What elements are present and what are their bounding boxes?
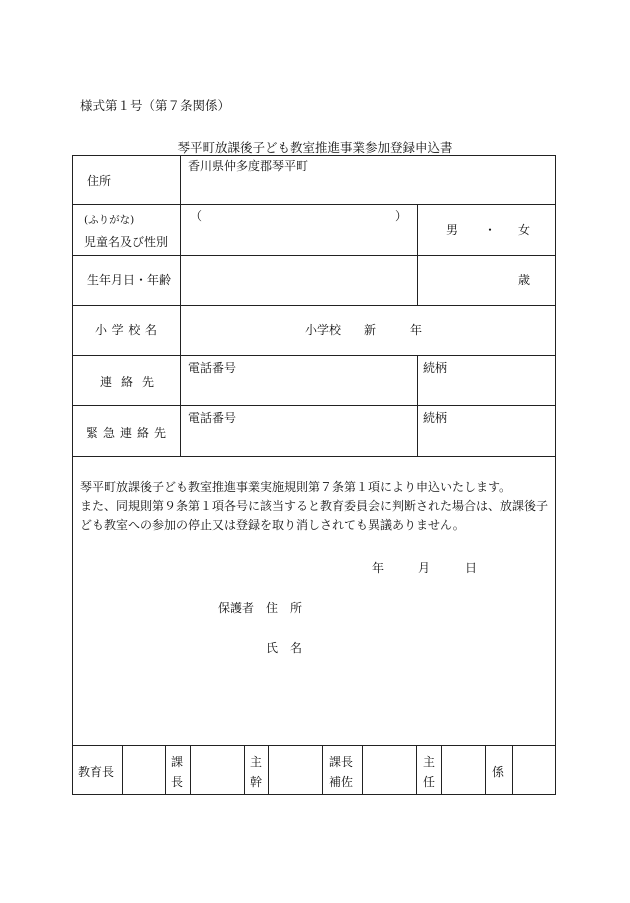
form-frame — [72, 155, 556, 795]
birth-input[interactable] — [186, 260, 411, 300]
new-grade-label: 新 — [364, 323, 377, 337]
approval-divider — [485, 745, 486, 795]
emergency-phone-label: 電話番号 — [188, 411, 237, 425]
approval-shukan-line1: 主 — [250, 755, 263, 769]
contact-label: 連 絡 先 — [100, 375, 154, 389]
birth-label: 生年月日・年齢 — [87, 273, 172, 287]
guardian-label: 保護者 — [218, 601, 255, 615]
declaration-text — [80, 478, 550, 535]
date-day-label: 日 — [465, 561, 478, 575]
date-month-label: 月 — [418, 561, 431, 575]
approval-divider — [268, 745, 269, 795]
approval-kakari: 係 — [492, 765, 505, 779]
emergency-label: 緊 急 連 絡 先 — [86, 426, 166, 440]
approval-kyouikucho: 教育長 — [78, 765, 115, 779]
approval-divider — [362, 745, 363, 795]
approval-kacho-line1: 課 — [171, 755, 184, 769]
approval-divider — [322, 745, 323, 795]
guardian-address-label: 住 所 — [266, 601, 302, 615]
row-divider — [72, 405, 556, 406]
grade-unit: 年 — [410, 323, 423, 337]
approval-divider — [122, 745, 123, 795]
guardian-name-label: 氏 名 — [266, 641, 302, 655]
label-column-divider — [180, 155, 181, 456]
approval-shunin-line2: 任 — [423, 775, 436, 789]
school-label: 小 学 校 名 — [95, 323, 157, 337]
row-divider — [72, 355, 556, 356]
row-divider — [72, 745, 556, 746]
approval-shunin-line1: 主 — [423, 755, 436, 769]
approval-kacho-line2: 長 — [171, 775, 184, 789]
furigana-label: (ふりがな) — [84, 214, 135, 226]
form-number: 様式第１号（第７条関係） — [80, 98, 231, 113]
gender-female[interactable]: 女 — [518, 223, 531, 237]
contact-phone-label: 電話番号 — [188, 361, 237, 375]
approval-divider — [416, 745, 417, 795]
date-year-label: 年 — [372, 561, 385, 575]
row-divider — [72, 204, 556, 205]
child-name-input[interactable] — [188, 228, 413, 250]
address-value[interactable]: 香川県仲多度郡琴平町 — [188, 159, 309, 173]
relation-column-divider — [417, 355, 418, 456]
emergency-relation-label: 続柄 — [423, 411, 448, 425]
child-name-label: 児童名及び性別 — [84, 235, 169, 249]
address-label: 住所 — [87, 174, 112, 188]
furigana-input[interactable] — [196, 210, 392, 224]
approval-divider — [441, 745, 442, 795]
row-divider — [72, 255, 556, 256]
age-unit: 歳 — [518, 273, 531, 287]
gender-column-divider — [417, 204, 418, 305]
approval-divider — [512, 745, 513, 795]
declaration-line-1: 琴平町放課後子ども教室推進事業実施規則第７条第１項により申込いたします。 — [80, 480, 512, 494]
form-title: 琴平町放課後子ども教室推進事業参加登録申込書 — [177, 140, 453, 155]
row-divider — [72, 305, 556, 306]
approval-shukan-line2: 幹 — [250, 775, 263, 789]
declaration-line-2: また、同規則第９条第１項各号に該当すると教育委員会に判断された場合は、放課後子ども教室への参加の停止又は登録を取り消しされても異議ありません。 — [80, 499, 549, 532]
approval-kachohosa-line2: 補佐 — [329, 775, 354, 789]
approval-divider — [165, 745, 166, 795]
gender-separator: ・ — [484, 223, 497, 237]
approval-kachohosa-line1: 課長 — [329, 755, 354, 769]
approval-divider — [244, 745, 245, 795]
furigana-paren-close: ） — [395, 209, 408, 223]
gender-male[interactable]: 男 — [446, 223, 459, 237]
approval-divider — [190, 745, 191, 795]
row-divider — [72, 456, 556, 457]
contact-relation-label: 続柄 — [423, 361, 448, 375]
school-suffix: 小学校 — [305, 323, 342, 337]
furigana-paren-open: （ — [190, 209, 203, 223]
